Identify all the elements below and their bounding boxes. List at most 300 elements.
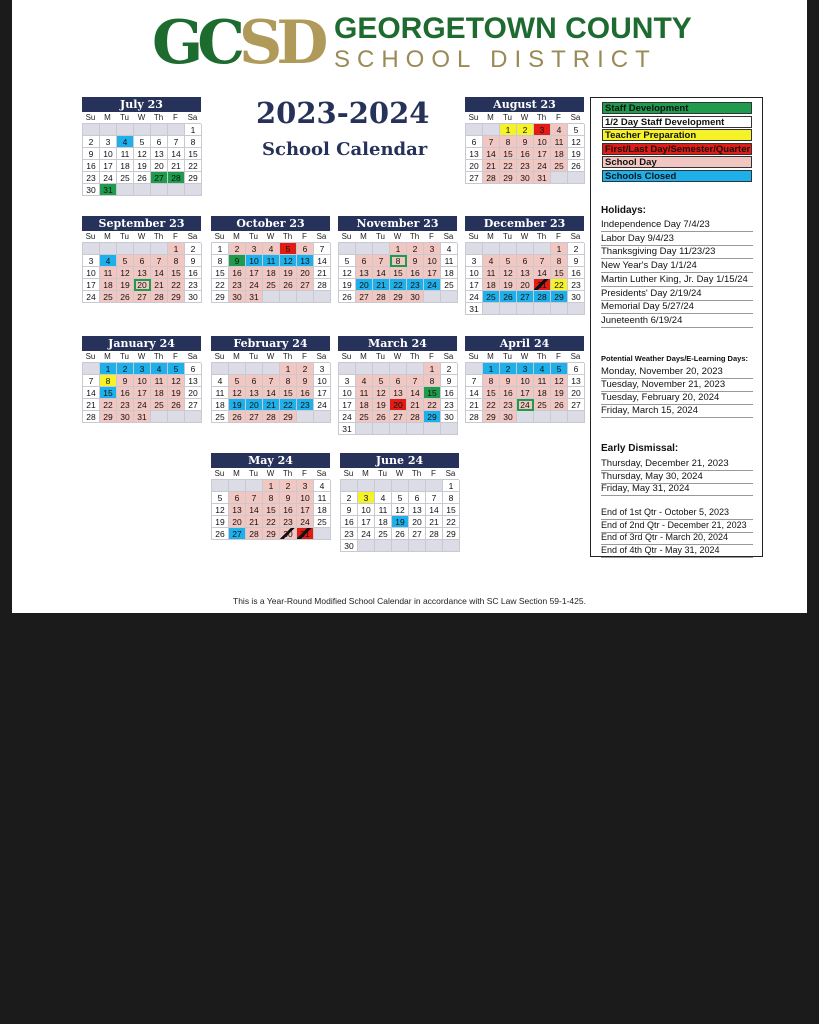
day-cell: 6	[466, 136, 483, 148]
day-grid	[465, 123, 584, 184]
day-cell: 6	[517, 255, 534, 267]
legend-item: Teacher Preparation	[602, 129, 752, 141]
day-grid	[82, 123, 201, 196]
day-cell: 17	[517, 387, 534, 399]
day-cell: 26	[280, 279, 297, 291]
empty-cell	[134, 124, 151, 136]
weekday-label: Su	[468, 352, 479, 361]
day-cell: 9	[407, 255, 424, 267]
district-name-line2: SCHOOL DISTRICT	[334, 46, 657, 73]
weekday-label: Th	[536, 232, 547, 241]
empty-cell	[441, 423, 458, 435]
day-cell: 28	[83, 411, 100, 423]
day-cell: 2	[229, 243, 246, 255]
empty-cell	[534, 411, 551, 423]
day-cell: 18	[441, 267, 458, 279]
legend-line: Tuesday, February 20, 2024	[601, 391, 753, 405]
weekday-label: Th	[411, 469, 422, 478]
weekday-label: Su	[85, 113, 96, 122]
weekday-label: W	[266, 469, 275, 478]
weekday-label: Th	[153, 113, 164, 122]
empty-cell	[83, 363, 100, 375]
day-cell: 15	[100, 387, 117, 399]
day-cell: 9	[517, 136, 534, 148]
day-cell: 8	[390, 255, 407, 267]
weekday-label: Sa	[316, 352, 327, 361]
day-cell: 29	[263, 528, 280, 540]
empty-cell	[314, 528, 331, 540]
legend-line: Friday, May 31, 2024	[601, 482, 753, 496]
day-cell: 30	[407, 291, 424, 303]
day-cell: 27	[390, 411, 407, 423]
day-grid	[211, 242, 330, 303]
day-cell: 12	[339, 267, 356, 279]
day-cell: 31	[100, 184, 117, 196]
weekday-label: Th	[409, 232, 420, 241]
day-cell: 4	[356, 375, 373, 387]
day-cell: 15	[390, 267, 407, 279]
day-cell: 19	[339, 279, 356, 291]
day-cell: 11	[441, 255, 458, 267]
day-cell: 30	[568, 291, 585, 303]
day-cell: 16	[117, 387, 134, 399]
day-cell: 14	[246, 504, 263, 516]
day-cell: 14	[314, 255, 331, 267]
day-cell: 23	[517, 160, 534, 172]
legend-item: Staff Development	[602, 102, 752, 114]
empty-cell	[409, 480, 426, 492]
day-cell: 12	[568, 136, 585, 148]
footer-note: This is a Year-Round Modified School Calendar in accordance with SC Law Section 59-1-425.	[233, 596, 586, 606]
day-cell: 13	[517, 267, 534, 279]
day-cell: 30	[441, 411, 458, 423]
day-cell: 21	[466, 399, 483, 411]
day-cell: 6	[246, 375, 263, 387]
empty-cell	[280, 291, 297, 303]
day-cell: 5	[212, 492, 229, 504]
day-cell: 28	[263, 411, 280, 423]
legend-line: Tuesday, November 21, 2023	[601, 378, 753, 392]
day-cell: 15	[212, 267, 229, 279]
day-cell: 2	[568, 243, 585, 255]
day-cell: 13	[568, 375, 585, 387]
day-cell: 13	[134, 267, 151, 279]
month-title: October 23	[211, 216, 330, 231]
legend-line: End of 2nd Qtr - December 21, 2023	[601, 519, 753, 533]
day-cell: 3	[100, 136, 117, 148]
day-cell: 14	[466, 387, 483, 399]
weekday-header	[211, 351, 330, 362]
day-cell: 1	[424, 363, 441, 375]
calendar-subtitle: School Calendar	[262, 139, 428, 160]
day-cell: 23	[117, 399, 134, 411]
weekday-header	[82, 351, 201, 362]
day-cell: 11	[100, 267, 117, 279]
day-cell: 4	[212, 375, 229, 387]
weekday-label: Sa	[316, 469, 327, 478]
calendar-sheet	[12, 0, 807, 613]
weekday-label: Su	[214, 469, 225, 478]
day-cell: 12	[373, 387, 390, 399]
day-cell: 31	[534, 172, 551, 184]
empty-cell	[500, 303, 517, 315]
day-cell: 11	[483, 267, 500, 279]
day-cell: 22	[483, 399, 500, 411]
day-cell: 3	[424, 243, 441, 255]
month-june-24	[340, 453, 459, 552]
day-cell: 16	[280, 504, 297, 516]
empty-cell	[339, 363, 356, 375]
day-cell: 8	[443, 492, 460, 504]
weekday-label: W	[520, 113, 529, 122]
weekday-label: Th	[282, 232, 293, 241]
weekday-label: W	[395, 469, 404, 478]
day-cell: 24	[83, 291, 100, 303]
empty-cell	[263, 363, 280, 375]
day-cell: 12	[229, 387, 246, 399]
empty-cell	[297, 411, 314, 423]
day-cell: 25	[551, 160, 568, 172]
day-cell: 20	[151, 160, 168, 172]
day-cell: 11	[151, 375, 168, 387]
empty-cell	[117, 243, 134, 255]
day-cell: 13	[356, 267, 373, 279]
day-cell: 2	[517, 124, 534, 136]
day-cell: 24	[134, 399, 151, 411]
day-cell: 20	[466, 160, 483, 172]
day-cell: 23	[441, 399, 458, 411]
weekday-label: F	[302, 352, 307, 361]
legend-item: 1/2 Day Staff Development	[602, 116, 752, 128]
day-cell: 20	[409, 516, 426, 528]
day-cell: 15	[168, 267, 185, 279]
day-cell: 22	[390, 279, 407, 291]
day-cell: 11	[356, 387, 373, 399]
day-cell: 22	[263, 516, 280, 528]
weekday-label: Sa	[570, 113, 581, 122]
day-cell: 5	[392, 492, 409, 504]
day-cell: 2	[297, 363, 314, 375]
day-cell: 9	[441, 375, 458, 387]
day-cell: 13	[390, 387, 407, 399]
day-cell: 29	[168, 291, 185, 303]
day-cell: 27	[151, 172, 168, 184]
day-grid	[340, 479, 459, 552]
day-cell: 9	[500, 375, 517, 387]
day-cell: 24	[339, 411, 356, 423]
weekday-label: M	[360, 232, 367, 241]
day-cell: 14	[151, 267, 168, 279]
day-cell: 15	[263, 504, 280, 516]
day-cell: 16	[185, 267, 202, 279]
day-cell: 4	[483, 255, 500, 267]
day-cell: 1	[483, 363, 500, 375]
day-cell: 25	[441, 279, 458, 291]
weekday-label: Tu	[119, 232, 130, 241]
month-title: May 24	[211, 453, 330, 468]
day-cell: 7	[263, 375, 280, 387]
month-september-23	[82, 216, 201, 303]
day-grid	[338, 362, 457, 435]
day-cell: 6	[151, 136, 168, 148]
day-cell: 4	[441, 243, 458, 255]
empty-cell	[212, 363, 229, 375]
day-cell: 30	[229, 291, 246, 303]
day-cell: 25	[263, 279, 280, 291]
day-cell: 29	[100, 411, 117, 423]
day-cell: 24	[314, 399, 331, 411]
day-cell: 11	[263, 255, 280, 267]
legend-line: Thursday, May 30, 2024	[601, 470, 753, 484]
weekday-header	[338, 231, 457, 242]
day-cell: 22	[100, 399, 117, 411]
day-cell: 23	[568, 279, 585, 291]
day-cell: 14	[534, 267, 551, 279]
day-cell: 27	[568, 399, 585, 411]
month-title: August 23	[465, 97, 584, 112]
day-cell: 22	[212, 279, 229, 291]
day-cell: 4	[375, 492, 392, 504]
day-cell: 7	[466, 375, 483, 387]
month-april-24	[465, 336, 584, 423]
day-cell: 8	[168, 255, 185, 267]
weekday-label: Su	[214, 232, 225, 241]
day-cell: 9	[229, 255, 246, 267]
empty-cell	[466, 124, 483, 136]
day-cell: 12	[551, 375, 568, 387]
day-cell: 6	[185, 363, 202, 375]
weekday-label: M	[104, 232, 111, 241]
day-cell: 6	[568, 363, 585, 375]
month-title: June 24	[340, 453, 459, 468]
weekday-label: M	[104, 113, 111, 122]
day-cell: 26	[339, 291, 356, 303]
day-cell: 30	[117, 411, 134, 423]
empty-cell	[483, 243, 500, 255]
day-cell: 3	[297, 480, 314, 492]
day-cell: 23	[83, 172, 100, 184]
day-cell: 26	[392, 528, 409, 540]
day-cell: 5	[229, 375, 246, 387]
weekday-label: Tu	[502, 232, 513, 241]
day-cell: 17	[100, 160, 117, 172]
day-cell: 21	[426, 516, 443, 528]
weekday-label: F	[173, 352, 178, 361]
day-cell: 3	[466, 255, 483, 267]
day-cell: 27	[409, 528, 426, 540]
weekday-header	[82, 112, 201, 123]
day-cell: 5	[280, 243, 297, 255]
empty-cell	[341, 480, 358, 492]
empty-cell	[356, 423, 373, 435]
weekday-label: Su	[341, 232, 352, 241]
legend-section-title: Potential Weather Days/E-Learning Days:	[601, 354, 748, 363]
day-cell: 28	[426, 528, 443, 540]
day-cell: 1	[390, 243, 407, 255]
empty-cell	[83, 124, 100, 136]
day-cell: 31	[339, 423, 356, 435]
weekday-label: Th	[282, 352, 293, 361]
weekday-label: Sa	[187, 113, 198, 122]
day-cell: 9	[297, 375, 314, 387]
empty-cell	[246, 363, 263, 375]
empty-cell	[134, 184, 151, 196]
day-cell: 23	[407, 279, 424, 291]
day-cell: 7	[168, 136, 185, 148]
weekday-label: M	[233, 232, 240, 241]
legend-line: Thursday, December 21, 2023	[601, 457, 753, 471]
day-cell: 24	[358, 528, 375, 540]
weekday-label: Tu	[248, 469, 259, 478]
day-cell: 19	[134, 160, 151, 172]
day-cell: 21	[168, 160, 185, 172]
month-march-24	[338, 336, 457, 435]
day-cell: 16	[568, 267, 585, 279]
weekday-label: Su	[468, 232, 479, 241]
day-cell: 14	[168, 148, 185, 160]
day-cell: 28	[483, 172, 500, 184]
day-cell: 20	[185, 387, 202, 399]
weekday-label: F	[173, 232, 178, 241]
day-cell: 25	[534, 399, 551, 411]
legend-line: Thanksgiving Day 11/23/23	[601, 245, 753, 259]
day-cell: 17	[83, 279, 100, 291]
day-cell: 20	[246, 399, 263, 411]
month-december-23	[465, 216, 584, 315]
day-cell: 19	[568, 148, 585, 160]
empty-cell	[168, 184, 185, 196]
weekday-label: Tu	[375, 232, 386, 241]
day-cell: 8	[100, 375, 117, 387]
empty-cell	[358, 540, 375, 552]
day-cell: 2	[341, 492, 358, 504]
day-cell: 1	[443, 480, 460, 492]
weekday-label: Tu	[119, 352, 130, 361]
day-cell: 29	[280, 411, 297, 423]
day-cell: 13	[409, 504, 426, 516]
weekday-label: Su	[85, 352, 96, 361]
weekday-header	[340, 468, 459, 479]
weekday-label: Su	[343, 469, 354, 478]
day-cell: 5	[551, 363, 568, 375]
day-cell: 15	[443, 504, 460, 516]
day-cell: 15	[280, 387, 297, 399]
day-cell: 29	[443, 528, 460, 540]
day-cell: 20	[517, 279, 534, 291]
weekday-label: Sa	[443, 352, 454, 361]
day-grid	[465, 362, 584, 423]
day-cell: 14	[263, 387, 280, 399]
gcsd-logo: GCSD	[152, 8, 323, 78]
day-cell: 16	[500, 387, 517, 399]
legend-item: School Day	[602, 156, 752, 168]
weekday-label: F	[173, 113, 178, 122]
empty-cell	[409, 540, 426, 552]
day-cell: 2	[280, 480, 297, 492]
day-cell: 7	[373, 255, 390, 267]
day-cell: 18	[212, 399, 229, 411]
day-cell: 25	[117, 172, 134, 184]
empty-cell	[517, 303, 534, 315]
empty-cell	[466, 243, 483, 255]
day-cell: 26	[168, 399, 185, 411]
empty-cell	[185, 411, 202, 423]
day-cell: 10	[424, 255, 441, 267]
day-cell: 1	[263, 480, 280, 492]
day-cell: 19	[280, 267, 297, 279]
empty-cell	[356, 243, 373, 255]
empty-cell	[534, 243, 551, 255]
weekday-label: Sa	[445, 469, 456, 478]
day-cell: 18	[551, 148, 568, 160]
weekday-label: F	[429, 232, 434, 241]
day-cell: 13	[151, 148, 168, 160]
day-cell: 7	[83, 375, 100, 387]
day-cell: 2	[407, 243, 424, 255]
day-cell: 23	[280, 516, 297, 528]
weekday-header	[338, 351, 457, 362]
month-title: November 23	[338, 216, 457, 231]
day-cell: 29	[390, 291, 407, 303]
day-cell: 19	[117, 279, 134, 291]
day-cell: 27	[246, 411, 263, 423]
day-cell: 20	[297, 267, 314, 279]
day-cell: 22	[443, 516, 460, 528]
weekday-label: Su	[214, 352, 225, 361]
district-name-line1: GEORGETOWN COUNTY	[334, 12, 692, 45]
weekday-header	[82, 231, 201, 242]
day-cell: 27	[185, 399, 202, 411]
weekday-label: Th	[153, 352, 164, 361]
day-cell: 6	[134, 255, 151, 267]
weekday-label: Th	[153, 232, 164, 241]
weekday-label: W	[137, 352, 146, 361]
weekday-label: F	[302, 232, 307, 241]
empty-cell	[168, 411, 185, 423]
empty-cell	[375, 480, 392, 492]
day-cell: 19	[168, 387, 185, 399]
day-cell: 9	[280, 492, 297, 504]
day-cell: 25	[100, 291, 117, 303]
day-cell: 19	[551, 387, 568, 399]
day-cell: 21	[246, 516, 263, 528]
day-cell: 19	[229, 399, 246, 411]
empty-cell	[392, 540, 409, 552]
day-cell: 24	[466, 291, 483, 303]
day-cell: 18	[314, 504, 331, 516]
day-cell: 21	[407, 399, 424, 411]
day-cell: 1	[168, 243, 185, 255]
day-cell: 27	[297, 279, 314, 291]
weekday-label: Tu	[248, 352, 259, 361]
day-cell: 22	[185, 160, 202, 172]
empty-cell	[375, 540, 392, 552]
day-cell: 13	[185, 375, 202, 387]
day-cell: 10	[100, 148, 117, 160]
legend-line: Memorial Day 5/27/24	[601, 300, 753, 314]
day-cell: 29	[500, 172, 517, 184]
day-cell: 22	[168, 279, 185, 291]
month-may-24	[211, 453, 330, 540]
day-cell: 9	[341, 504, 358, 516]
day-cell: 5	[134, 136, 151, 148]
day-cell: 30	[83, 184, 100, 196]
weekday-label: F	[556, 352, 561, 361]
day-cell: 28	[407, 411, 424, 423]
day-cell: 16	[297, 387, 314, 399]
weekday-label: F	[556, 113, 561, 122]
day-cell: 9	[83, 148, 100, 160]
